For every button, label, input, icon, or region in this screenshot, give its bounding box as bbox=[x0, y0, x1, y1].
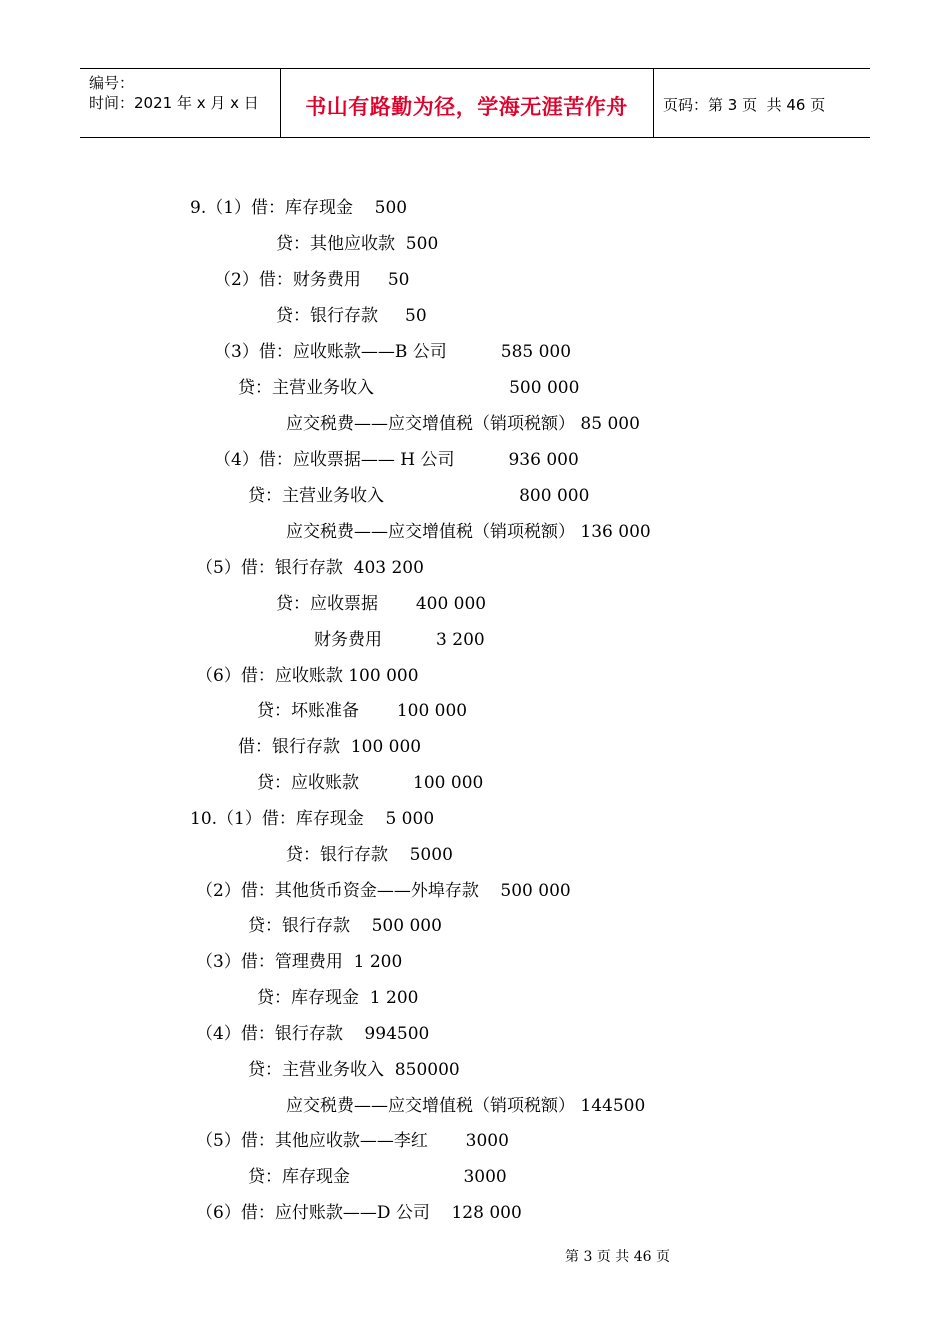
entry-line: 贷：主营业务收入 500 000 bbox=[238, 378, 580, 398]
page-indicator: 页码：第 3 页 共 46 页 bbox=[663, 96, 826, 114]
entry-line: （6）借：应付账款——D 公司 128 000 bbox=[196, 1203, 522, 1223]
entry-line: 应交税费——应交增值税（销项税额） 85 000 bbox=[286, 414, 640, 434]
entry-line: （2）借：其他货币资金——外埠存款 500 000 bbox=[196, 881, 571, 901]
entry-line: 应交税费——应交增值税（销项税额） 136 000 bbox=[286, 522, 651, 542]
entry-line: 贷：银行存款 50 bbox=[276, 306, 427, 326]
page-header bbox=[80, 68, 870, 138]
entry-line: 借：银行存款 100 000 bbox=[238, 737, 422, 757]
motto-text: 书山有路勤为径，学海无涯苦作舟 bbox=[305, 95, 628, 119]
entry-line: 贷：主营业务收入 800 000 bbox=[248, 486, 590, 506]
entry-line: 9.（1）借：库存现金 500 bbox=[190, 198, 408, 218]
page-footer: 第 3 页 共 46 页 bbox=[565, 1249, 670, 1265]
entry-line: （6）借：应收账款 100 000 bbox=[196, 666, 419, 686]
entry-line: （4）借：银行存款 994500 bbox=[196, 1024, 430, 1044]
entry-line: 贷：应收票据 400 000 bbox=[276, 594, 487, 614]
entry-line: 贷：应收账款 100 000 bbox=[257, 773, 484, 793]
entry-line: 10.（1）借：库存现金 5 000 bbox=[190, 809, 435, 829]
entry-line: （3）借：应收账款——B 公司 585 000 bbox=[214, 342, 572, 362]
doc-number-label: 编号： bbox=[89, 74, 135, 92]
entry-line: 贷：主营业务收入 850000 bbox=[248, 1060, 460, 1080]
entry-line: 财务费用 3 200 bbox=[314, 630, 485, 650]
entry-line: 贷：库存现金 3000 bbox=[248, 1167, 507, 1187]
entry-line: 贷：库存现金 1 200 bbox=[257, 988, 419, 1008]
entry-line: 贷：坏账准备 100 000 bbox=[257, 701, 468, 721]
entry-line: 应交税费——应交增值税（销项税额） 144500 bbox=[286, 1096, 646, 1116]
entry-line: 贷：银行存款 5000 bbox=[286, 845, 453, 865]
entry-line: 贷：银行存款 500 000 bbox=[248, 916, 442, 936]
header-page-cell bbox=[653, 69, 870, 137]
header-meta bbox=[80, 69, 281, 137]
entry-line: 贷：其他应收款 500 bbox=[276, 234, 439, 254]
entry-line: （4）借：应收票据—— H 公司 936 000 bbox=[214, 450, 579, 470]
header-motto-cell bbox=[280, 69, 654, 137]
date-label: 时间：2021 年 x 月 x 日 bbox=[89, 94, 259, 112]
entry-line: （5）借：其他应收款——李红 3000 bbox=[196, 1131, 509, 1151]
entry-line: （2）借：财务费用 50 bbox=[214, 270, 410, 290]
entry-line: （5）借：银行存款 403 200 bbox=[196, 558, 424, 578]
entry-line: （3）借：管理费用 1 200 bbox=[196, 952, 403, 972]
